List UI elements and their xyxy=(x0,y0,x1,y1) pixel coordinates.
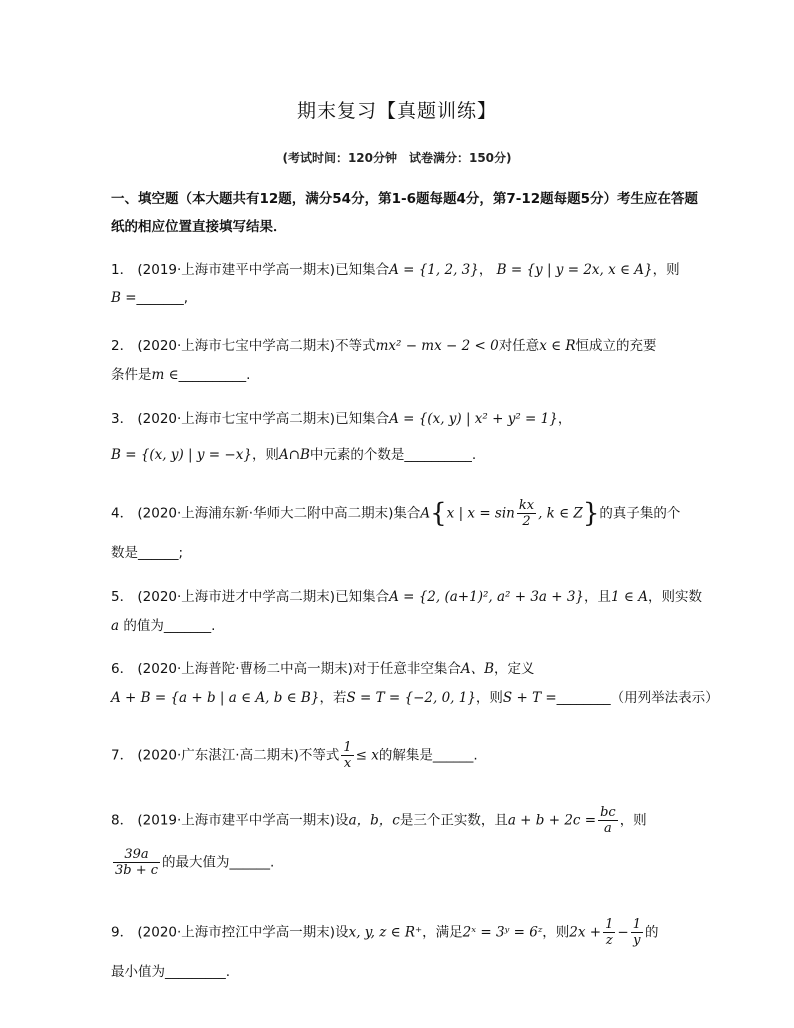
question-9-line-1: 9． (2020·上海市控江中学高一期末)设x, y, z ∈ R⁺，满足2ˣ = 3ʸ = 6ᶻ，则2x + $\frac{1}{z}$ − $\frac{1}{y}$ 的 xyxy=(111,917,659,948)
question-4-line-1: 4． (2020·上海浦东新·华师大二附中高二期末)集合A{x | x = sin $\frac{kx}{2}$ , k ∈ Z}的真子集的个 xyxy=(111,498,681,529)
fraction: $\frac{1}{x}$ xyxy=(343,740,352,771)
question-1-line-1: 1． (2019·上海市建平中学高一期末)已知集合A = {1, 2, 3}， B = {y | y = 2x, x ∈ A}，则 xyxy=(111,262,680,278)
section-line-2: 纸的相应位置直接填写结果． xyxy=(111,219,287,235)
question-8-line-2: $\frac{39a}{3b + c}$ 的最大值为______. xyxy=(115,847,275,878)
question-3-line-2: B = {(x, y) | y = −x}，则A∩B中元素的个数是__________. xyxy=(111,447,477,463)
page-title: 期末复习【真题训练】 xyxy=(296,100,497,122)
question-2-line-1: 2． (2020·上海市七宝中学高二期末)不等式mx² − mx − 2 < 0对任意x ∈ R恒成立的充要 xyxy=(111,338,657,354)
answer-blank: ________ xyxy=(556,690,611,706)
set-b-expr: B = {y | y = 2x, x ∈ A} xyxy=(496,262,653,278)
answer-blank: __________. xyxy=(404,447,477,463)
question-1-line-2: B =_______, xyxy=(111,290,189,306)
right-brace: } xyxy=(582,498,600,529)
question-2-line-2: 条件是m ∈__________. xyxy=(111,367,251,383)
left-brace: { xyxy=(430,498,447,529)
answer-blank: _________. xyxy=(165,964,231,980)
section-line-1: 一、填空题（本大题共有12题，满分54分，第1-6题每题4分，第7-12题每题5分）考生应在答题 xyxy=(111,191,699,207)
question-5-line-2: a 的值为_______. xyxy=(111,618,216,634)
answer-blank: _______. xyxy=(163,618,216,634)
section-header xyxy=(111,185,701,241)
question-6-line-1: 6． (2020·上海普陀·曹杨二中高一期末)对于任意非空集合A、B，定义 xyxy=(111,661,535,677)
question-9-line-2: 最小值为_________. xyxy=(111,964,231,980)
fraction: $\frac{bc}{a}$ xyxy=(600,805,616,836)
question-6-line-2: A + B = {a + b | a ∈ A, b ∈ B}，若S = T = {−2, 0, 1}，则S + T =________（用列举法表示） xyxy=(111,690,719,706)
exam-info: (考试时间：120分钟 试卷满分：150分) xyxy=(282,151,512,165)
answer-blank: ______. xyxy=(432,747,478,764)
question-4-line-2: 数是______; xyxy=(111,545,184,561)
question-5-line-1: 5． (2020·上海市进才中学高二期末)已知集合A = {2, (a+1)², a² + 3a + 3}，且1 ∈ A，则实数 xyxy=(111,589,702,605)
answer-blank: ______; xyxy=(138,545,184,561)
answer-blank: _______, xyxy=(136,290,189,306)
question-8-line-1: 8． (2019·上海市建平中学高一期末)设a，b，c是三个正实数，且a + b + 2c = $\frac{bc}{a}$ ，则 xyxy=(111,805,647,836)
answer-blank: ______. xyxy=(229,854,275,871)
question-7-line-1: 7． (2020·广东湛江·高二期末)不等式 $\frac{1}{x}$ ≤ x的解集是______. xyxy=(111,740,478,771)
fraction: $\frac{39a}{3b + c}$ xyxy=(115,847,159,878)
question-3-line-1: 3． (2020·上海市七宝中学高二期末)已知集合A = {(x, y) | x² + y² = 1}， xyxy=(111,411,572,427)
answer-blank: __________. xyxy=(178,367,251,383)
fraction: $\frac{1}{y}$ xyxy=(632,917,641,948)
fraction: $\frac{1}{z}$ xyxy=(605,917,614,948)
set-a-expr: A = {1, 2, 3} xyxy=(389,262,479,278)
fraction: $\frac{kx}{2}$ xyxy=(518,498,535,529)
